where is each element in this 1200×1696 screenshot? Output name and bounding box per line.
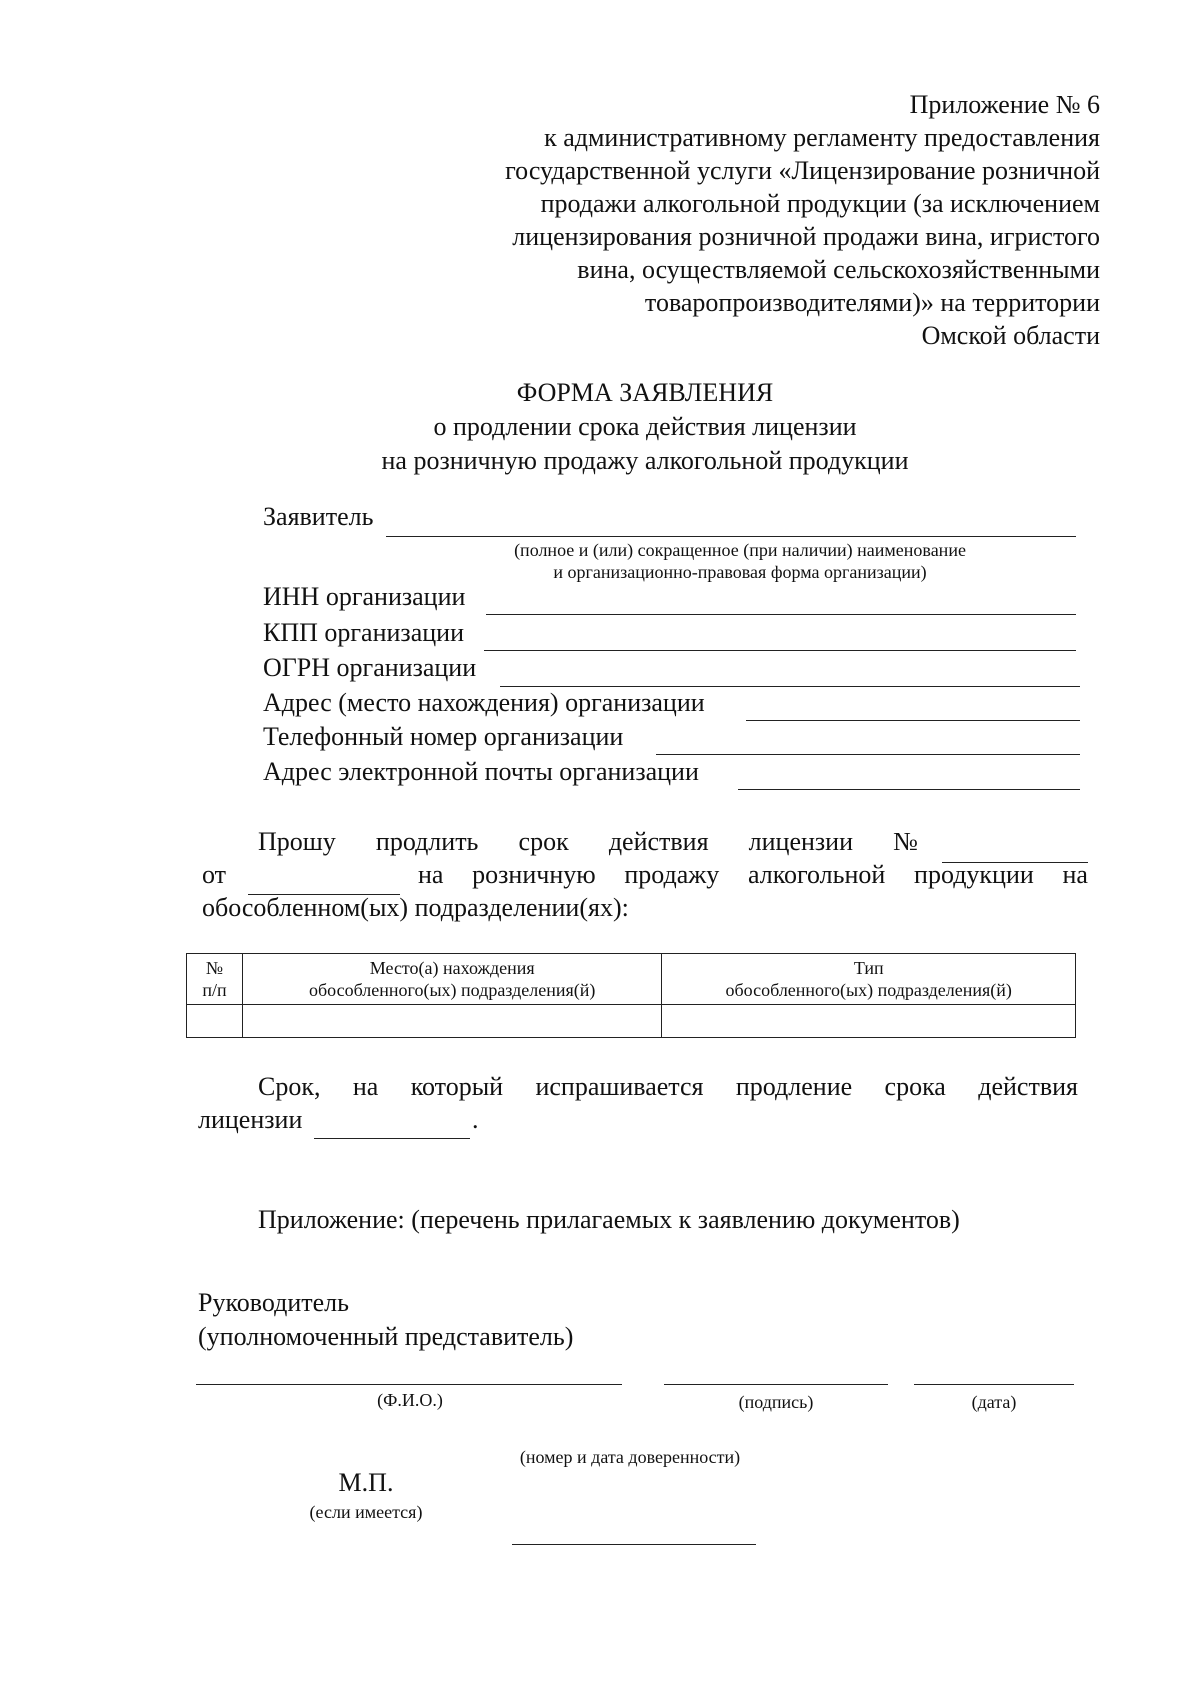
email-fill-line[interactable] bbox=[738, 789, 1080, 790]
appendix-line: вина, осуществляемой сельскохозяйственными bbox=[577, 255, 1100, 284]
col-header-location: Место(а) нахождения обособленного(ых) подразделения(й) bbox=[242, 954, 662, 1005]
signatory-title: Руководитель bbox=[198, 1288, 349, 1317]
term-word: который bbox=[410, 1072, 504, 1101]
appendix-line: продажи алкогольной продукции (за исключением bbox=[540, 189, 1100, 218]
appendix-header bbox=[440, 88, 1100, 352]
form-title: ФОРМА ЗАЯВЛЕНИЯ bbox=[516, 378, 774, 407]
request-word: № bbox=[893, 827, 918, 856]
term-word: испрашивается bbox=[535, 1072, 704, 1101]
fio-fill-line[interactable] bbox=[196, 1384, 622, 1385]
stamp-label: М.П. bbox=[338, 1468, 394, 1497]
term-line-1 bbox=[258, 1072, 1078, 1102]
form-subtitle: на розничную продажу алкогольной продукции bbox=[381, 446, 909, 475]
subdivisions-table bbox=[186, 953, 1076, 1038]
request-word: продлить bbox=[375, 827, 479, 856]
date-fill-line[interactable] bbox=[914, 1384, 1074, 1385]
signature-hint: (подпись) bbox=[738, 1392, 814, 1412]
kpp-label: КПП организации bbox=[263, 618, 464, 647]
ogrn-fill-line[interactable] bbox=[500, 686, 1080, 687]
applicant-fill-line[interactable] bbox=[386, 536, 1076, 537]
request-word: продукции bbox=[914, 860, 1034, 889]
date-hint: (дата) bbox=[971, 1392, 1017, 1412]
term-word: на bbox=[352, 1072, 379, 1101]
phone-fill-line[interactable] bbox=[656, 754, 1080, 755]
phone-label: Телефонный номер организации bbox=[263, 722, 624, 751]
request-word: срок bbox=[518, 827, 569, 856]
ogrn-label: ОГРН организации bbox=[263, 653, 477, 682]
table-cell[interactable] bbox=[662, 1005, 1076, 1038]
term-line-2: лицензии bbox=[198, 1105, 303, 1134]
col-header-type: Тип обособленного(ых) подразделения(й) bbox=[662, 954, 1076, 1005]
applicant-label: Заявитель bbox=[263, 502, 374, 531]
email-label: Адрес электронной почты организации bbox=[263, 757, 699, 786]
signature-fill-line[interactable] bbox=[664, 1384, 888, 1385]
table-cell[interactable] bbox=[242, 1005, 662, 1038]
request-line-3: обособленном(ых) подразделении(ях): bbox=[202, 893, 629, 922]
table-header-row bbox=[187, 954, 1076, 1005]
fio-hint: (Ф.И.О.) bbox=[377, 1390, 443, 1410]
appendix-line: к административному регламенту предоставления bbox=[544, 123, 1100, 152]
term-word: продление bbox=[735, 1072, 853, 1101]
appendix-line: государственной услуги «Лицензирование розничной bbox=[505, 156, 1100, 185]
applicant-hint: (полное и (или) сокращенное (при наличии) наименование bbox=[514, 540, 966, 560]
request-word: на bbox=[418, 860, 444, 889]
term-word: действия bbox=[978, 1072, 1078, 1101]
inn-fill-line[interactable] bbox=[486, 614, 1076, 615]
request-word: лицензии bbox=[748, 827, 854, 856]
applicant-hint: и организационно-правовая форма организации) bbox=[553, 562, 927, 582]
request-line-2 bbox=[418, 860, 1088, 890]
request-from: от bbox=[202, 860, 227, 889]
address-label: Адрес (место нахождения) организации bbox=[263, 688, 705, 717]
signatory-subtitle: (уполномоченный представитель) bbox=[198, 1322, 574, 1351]
appendix-line: лицензирования розничной продажи вина, игристого bbox=[512, 222, 1100, 251]
term-fill-line[interactable] bbox=[314, 1138, 470, 1139]
table-row bbox=[187, 1005, 1076, 1038]
attachment-line: Приложение: (перечень прилагаемых к заявлению документов) bbox=[258, 1205, 960, 1234]
kpp-fill-line[interactable] bbox=[484, 650, 1076, 651]
request-word: действия bbox=[608, 827, 709, 856]
appendix-number: Приложение № 6 bbox=[909, 90, 1100, 119]
request-word: продажу bbox=[624, 860, 720, 889]
request-word: на bbox=[1062, 860, 1088, 889]
stamp-hint: (если имеется) bbox=[309, 1502, 423, 1522]
request-word: Прошу bbox=[258, 827, 336, 856]
term-period: . bbox=[472, 1105, 479, 1134]
table-cell[interactable] bbox=[187, 1005, 243, 1038]
inn-label: ИНН организации bbox=[263, 582, 466, 611]
term-word: срока bbox=[884, 1072, 946, 1101]
term-word: Срок, bbox=[258, 1072, 321, 1101]
poa-fill-line[interactable] bbox=[512, 1544, 756, 1545]
form-subtitle: о продлении срока действия лицензии bbox=[433, 412, 857, 441]
request-word: алкогольной bbox=[747, 860, 886, 889]
appendix-line: товаропроизводителями)» на территории bbox=[644, 288, 1100, 317]
poa-hint: (номер и дата доверенности) bbox=[519, 1447, 741, 1467]
col-header-number: № п/п bbox=[187, 954, 243, 1005]
address-fill-line[interactable] bbox=[746, 720, 1080, 721]
request-line-1 bbox=[258, 827, 918, 857]
appendix-line: Омской области bbox=[921, 321, 1100, 350]
request-word: розничную bbox=[472, 860, 596, 889]
